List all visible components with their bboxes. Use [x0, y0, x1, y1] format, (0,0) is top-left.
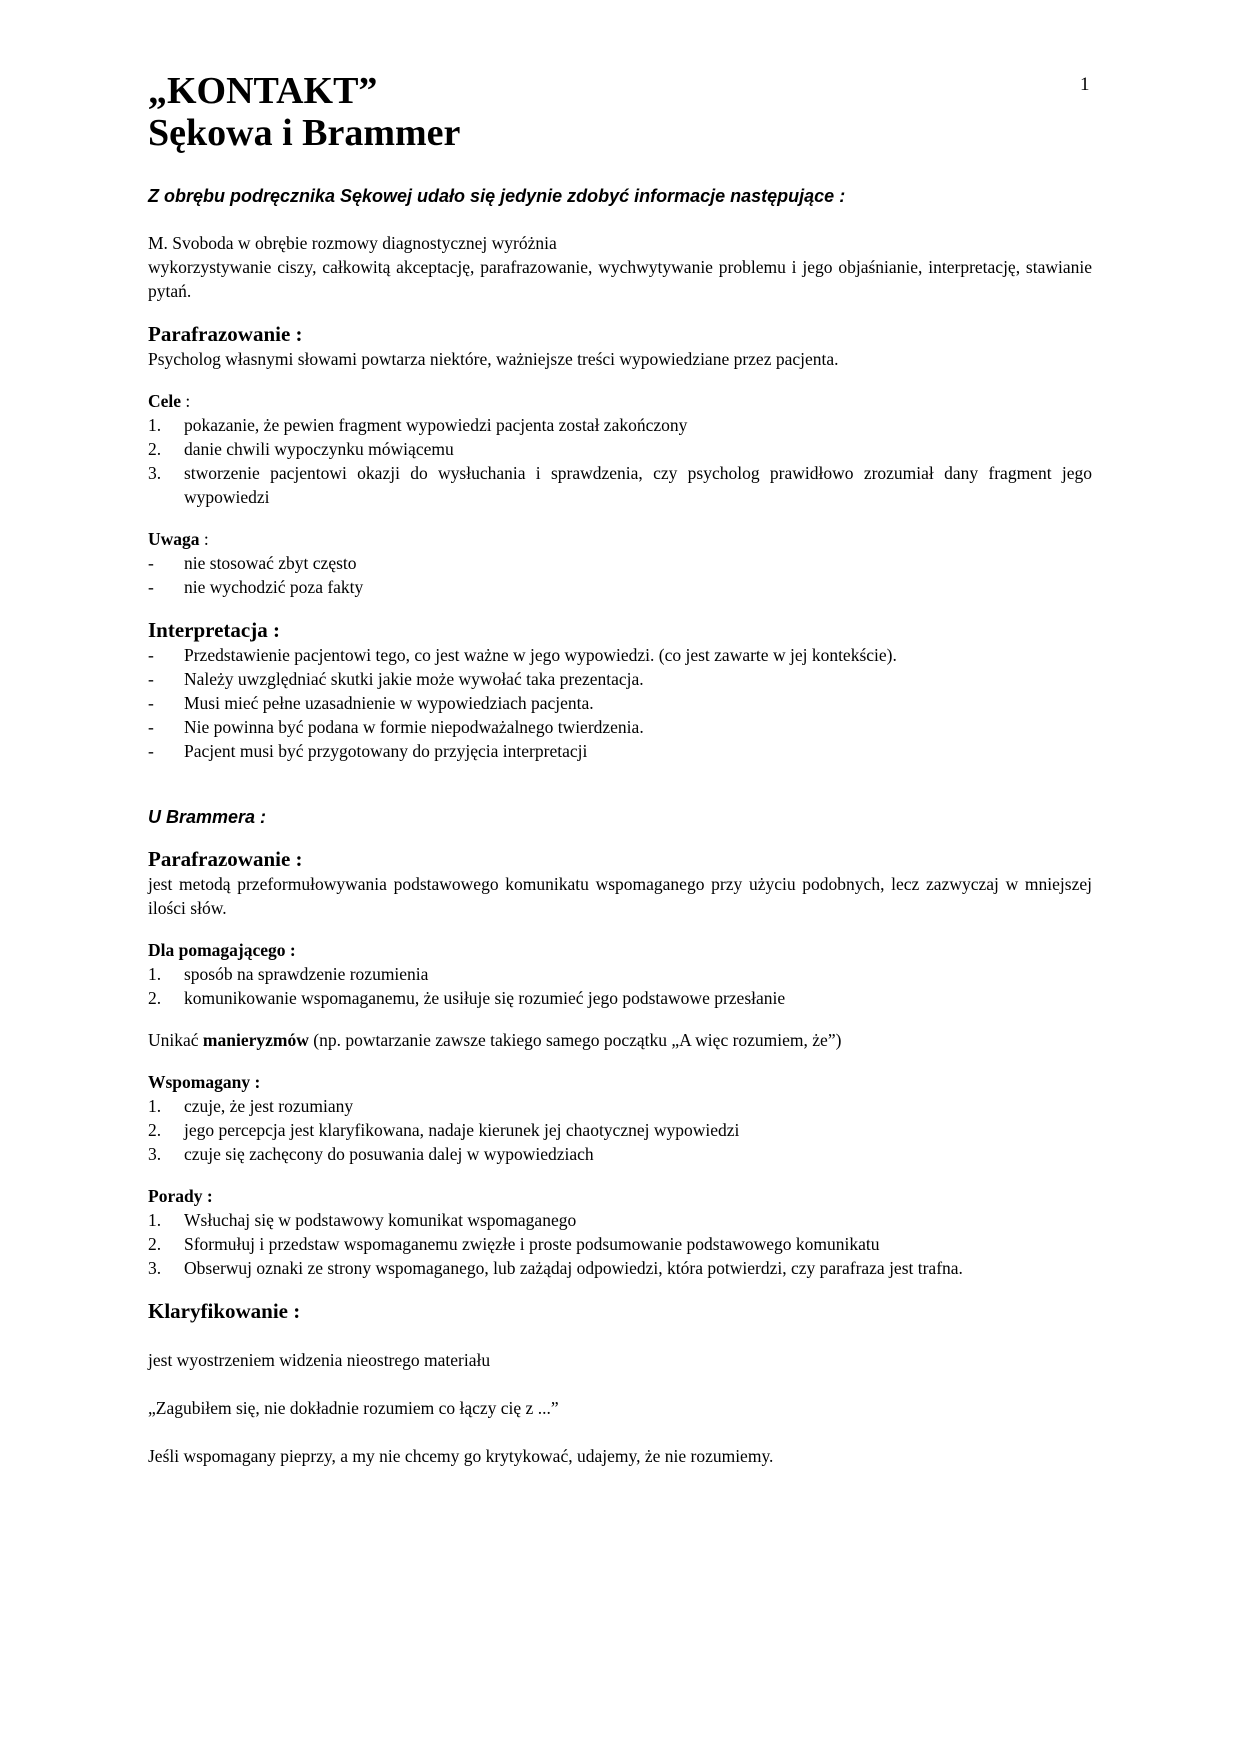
list-item: 3. Obserwuj oznaki ze strony wspomaganego, lub zażądaj odpowiedzi, która potwierdzi, czy parafraza jest trafna.	[148, 1258, 963, 1278]
list-item: - nie stosować zbyt często	[148, 553, 357, 573]
brammer-heading: U Brammera :	[148, 807, 267, 827]
dla-pomagajacego-list	[148, 962, 1092, 1010]
list-item: 1. pokazanie, że pewien fragment wypowiedzi pacjenta został zakończony	[148, 415, 688, 435]
uwaga-label: Uwaga :	[148, 529, 209, 549]
list-item: 2. Sformułuj i przedstaw wspomaganemu zwięzłe i proste podsumowanie podstawowego komunikatu	[148, 1234, 880, 1254]
interpretacja-list	[148, 643, 1092, 763]
list-item: 3. stworzenie pacjentowi okazji do wysłuchania i sprawdzenia, czy psycholog prawidłowo zrozumiał dany fragment jego wypowiedzi	[148, 463, 1092, 507]
list-item: 2. komunikowanie wspomaganemu, że usiłuje się rozumieć jego podstawowe przesłanie	[148, 988, 786, 1008]
list-item: 1. czuje, że jest rozumiany	[148, 1096, 354, 1116]
intro-line2: wykorzystywanie ciszy, całkowitą akceptację, parafrazowanie, wychwytywanie problemu i jego objaśnianie, interpretację, stawianie pytań.	[148, 257, 1092, 301]
dla-pomagajacego-label: Dla pomagającego :	[148, 940, 296, 960]
wspomagany-list	[148, 1094, 1092, 1166]
list-item: - Musi mieć pełne uzasadnienie w wypowiedziach pacjenta.	[148, 693, 594, 713]
section-heading-parafrazowanie-brammer: Parafrazowanie :	[148, 847, 303, 871]
intro-line1: M. Svoboda w obrębie rozmowy diagnostycznej wyróżnia	[148, 233, 557, 253]
list-item: 3. czuje się zachęcony do posuwania dalej w wypowiedziach	[148, 1144, 594, 1164]
unikac-manieryzmow: Unikać manieryzmów (np. powtarzanie zawsze takiego samego początku „A więc rozumiem, że”)	[148, 1030, 842, 1050]
klaryfikowanie-line1: jest wyostrzeniem widzenia nieostrego materiału	[148, 1350, 491, 1370]
section-heading-parafrazowanie: Parafrazowanie :	[148, 322, 303, 346]
klaryfikowanie-line2: „Zagubiłem się, nie dokładnie rozumiem co łączy cię z ...”	[148, 1398, 559, 1418]
list-item: 2. jego percepcja jest klaryfikowana, nadaje kierunek jej chaotycznej wypowiedzi	[148, 1120, 740, 1140]
klaryfikowanie-line3: Jeśli wspomagany pieprzy, a my nie chcemy go krytykować, udajemy, że nie rozumiemy.	[148, 1446, 774, 1466]
document-page	[148, 70, 1092, 1468]
wspomagany-label: Wspomagany :	[148, 1072, 261, 1092]
cele-label: Cele :	[148, 391, 191, 411]
section-heading-interpretacja: Interpretacja :	[148, 618, 280, 642]
list-item: 2. danie chwili wypoczynku mówiącemu	[148, 439, 454, 459]
list-item: - Przedstawienie pacjentowi tego, co jest ważne w jego wypowiedzi. (co jest zawarte w jej kontekście).	[148, 645, 897, 665]
intro-heading: Z obrębu podręcznika Sękowej udało się jedynie zdobyć informacje następujące :	[148, 186, 846, 206]
uwaga-list	[148, 551, 1092, 599]
list-item: 1. sposób na sprawdzenie rozumienia	[148, 964, 429, 984]
list-item: - Należy uwzględniać skutki jakie może wywołać taka prezentacja.	[148, 669, 644, 689]
section-heading-klaryfikowanie: Klaryfikowanie :	[148, 1299, 301, 1323]
document-title-line1: „KONTAKT”	[148, 70, 378, 112]
parafrazowanie-brammer-definition: jest metodą przeformułowywania podstawowego komunikatu wspomaganego przy użyciu podobnych, lecz zazwyczaj w mniejszej ilości słów.	[148, 874, 1092, 918]
list-item: - nie wychodzić poza fakty	[148, 577, 364, 597]
document-title-line2: Sękowa i Brammer	[148, 112, 461, 154]
porady-label: Porady :	[148, 1186, 213, 1206]
page-number: 1	[1080, 74, 1090, 95]
list-item: - Nie powinna być podana w formie niepodważalnego twierdzenia.	[148, 717, 644, 737]
parafrazowanie-definition: Psycholog własnymi słowami powtarza niektóre, ważniejsze treści wypowiedziane przez pacjenta.	[148, 349, 839, 369]
list-item: 1. Wsłuchaj się w podstawowy komunikat wspomaganego	[148, 1210, 577, 1230]
cele-list	[148, 413, 1092, 509]
porady-list	[148, 1208, 1092, 1280]
list-item: - Pacjent musi być przygotowany do przyjęcia interpretacji	[148, 741, 588, 761]
